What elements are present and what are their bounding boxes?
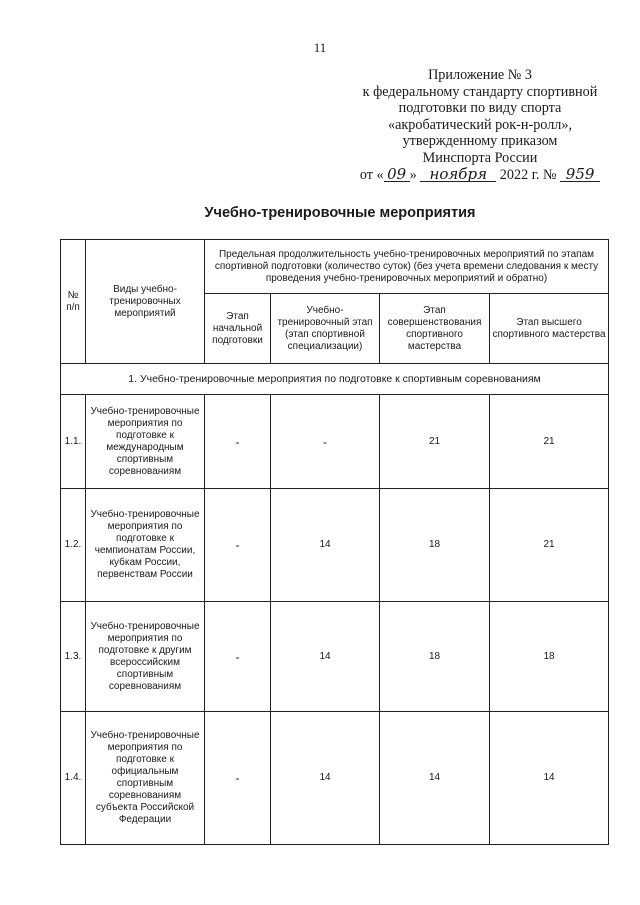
col-header-duration: Предельная продолжительность учебно-тренировочных мероприятий по этапам спортивной подготовки (количество суток) (без учета времени следования к месту проведения учебно-тренировочных мероприятий и обратно) — [205, 240, 609, 294]
row-kind: Учебно-тренировочные мероприятия по подготовке к чемпионатам России, кубкам России, первенствам России — [86, 489, 205, 602]
row-number: 1.2. — [61, 489, 86, 602]
appendix-line-6: Минспорта России — [422, 149, 538, 166]
col-header-stage-training: Учебно-тренировочный этап (этап спортивной специализации) — [271, 294, 380, 364]
col-header-stage-improvement: Этап совершенствования спортивного мастерства — [380, 294, 490, 364]
row-value-higher: 14 — [490, 712, 609, 845]
col-header-stage-higher: Этап высшего спортивного мастерства — [490, 294, 609, 364]
col-header-kind: Виды учебно-тренировочных мероприятий — [86, 240, 205, 364]
order-month-handwritten: ноября — [420, 167, 496, 182]
appendix-line-5: утвержденному приказом — [402, 133, 558, 150]
table-row — [61, 602, 609, 712]
row-value-initial: - — [205, 489, 271, 602]
row-value-initial: - — [205, 602, 271, 712]
section-row — [61, 364, 609, 395]
appendix-header — [330, 67, 630, 183]
row-value-higher: 21 — [490, 395, 609, 489]
row-value-initial: - — [205, 712, 271, 845]
col-header-stage-initial: Этап начальной подготовки — [205, 294, 271, 364]
row-value-improvement: 18 — [380, 602, 490, 712]
training-events-table — [60, 239, 609, 845]
appendix-line-3: подготовки по виду спорта — [398, 100, 562, 117]
date-mid: » — [409, 166, 417, 183]
row-value-improvement: 14 — [380, 712, 490, 845]
row-value-initial: - — [205, 395, 271, 489]
order-day-handwritten: 09 — [384, 167, 410, 182]
row-value-higher: 18 — [490, 602, 609, 712]
row-value-training: 14 — [271, 602, 380, 712]
row-kind: Учебно-тренировочные мероприятия по подготовке к другим всероссийским спортивным соревнованиям — [86, 602, 205, 712]
section-title: 1. Учебно-тренировочные мероприятия по подготовке к спортивным соревнованиям — [61, 364, 609, 395]
row-number: 1.1. — [61, 395, 86, 489]
row-kind: Учебно-тренировочные мероприятия по подготовке к международным спортивным соревнованиям — [86, 395, 205, 489]
row-value-improvement: 18 — [380, 489, 490, 602]
row-number: 1.4. — [61, 712, 86, 845]
row-value-higher: 21 — [490, 489, 609, 602]
table-row — [61, 395, 609, 489]
order-year: 2022 г. № — [499, 166, 557, 183]
appendix-line-1: Приложение № 3 — [428, 67, 532, 83]
date-prefix: от « — [359, 166, 384, 183]
table-header-row-1 — [61, 240, 609, 294]
appendix-line-4: «акробатический рок-н-ролл», — [387, 116, 573, 133]
document-title: Учебно-тренировочные мероприятия — [204, 205, 476, 221]
row-value-improvement: 21 — [380, 395, 490, 489]
table-row — [61, 712, 609, 845]
appendix-line-2: к федеральному стандарту спортивной — [362, 83, 598, 100]
row-kind: Учебно-тренировочные мероприятия по подготовке к официальным спортивным соревнованиям субъекта Российской Федерации — [86, 712, 205, 845]
row-value-training: - — [271, 395, 380, 489]
page-number: 11 — [313, 40, 327, 55]
order-number-handwritten: 959 — [560, 167, 600, 182]
order-date-line — [330, 164, 630, 184]
row-number: 1.3. — [61, 602, 86, 712]
row-value-training: 14 — [271, 712, 380, 845]
row-value-training: 14 — [271, 489, 380, 602]
table-row — [61, 489, 609, 602]
col-header-number: № п/п — [61, 240, 86, 364]
